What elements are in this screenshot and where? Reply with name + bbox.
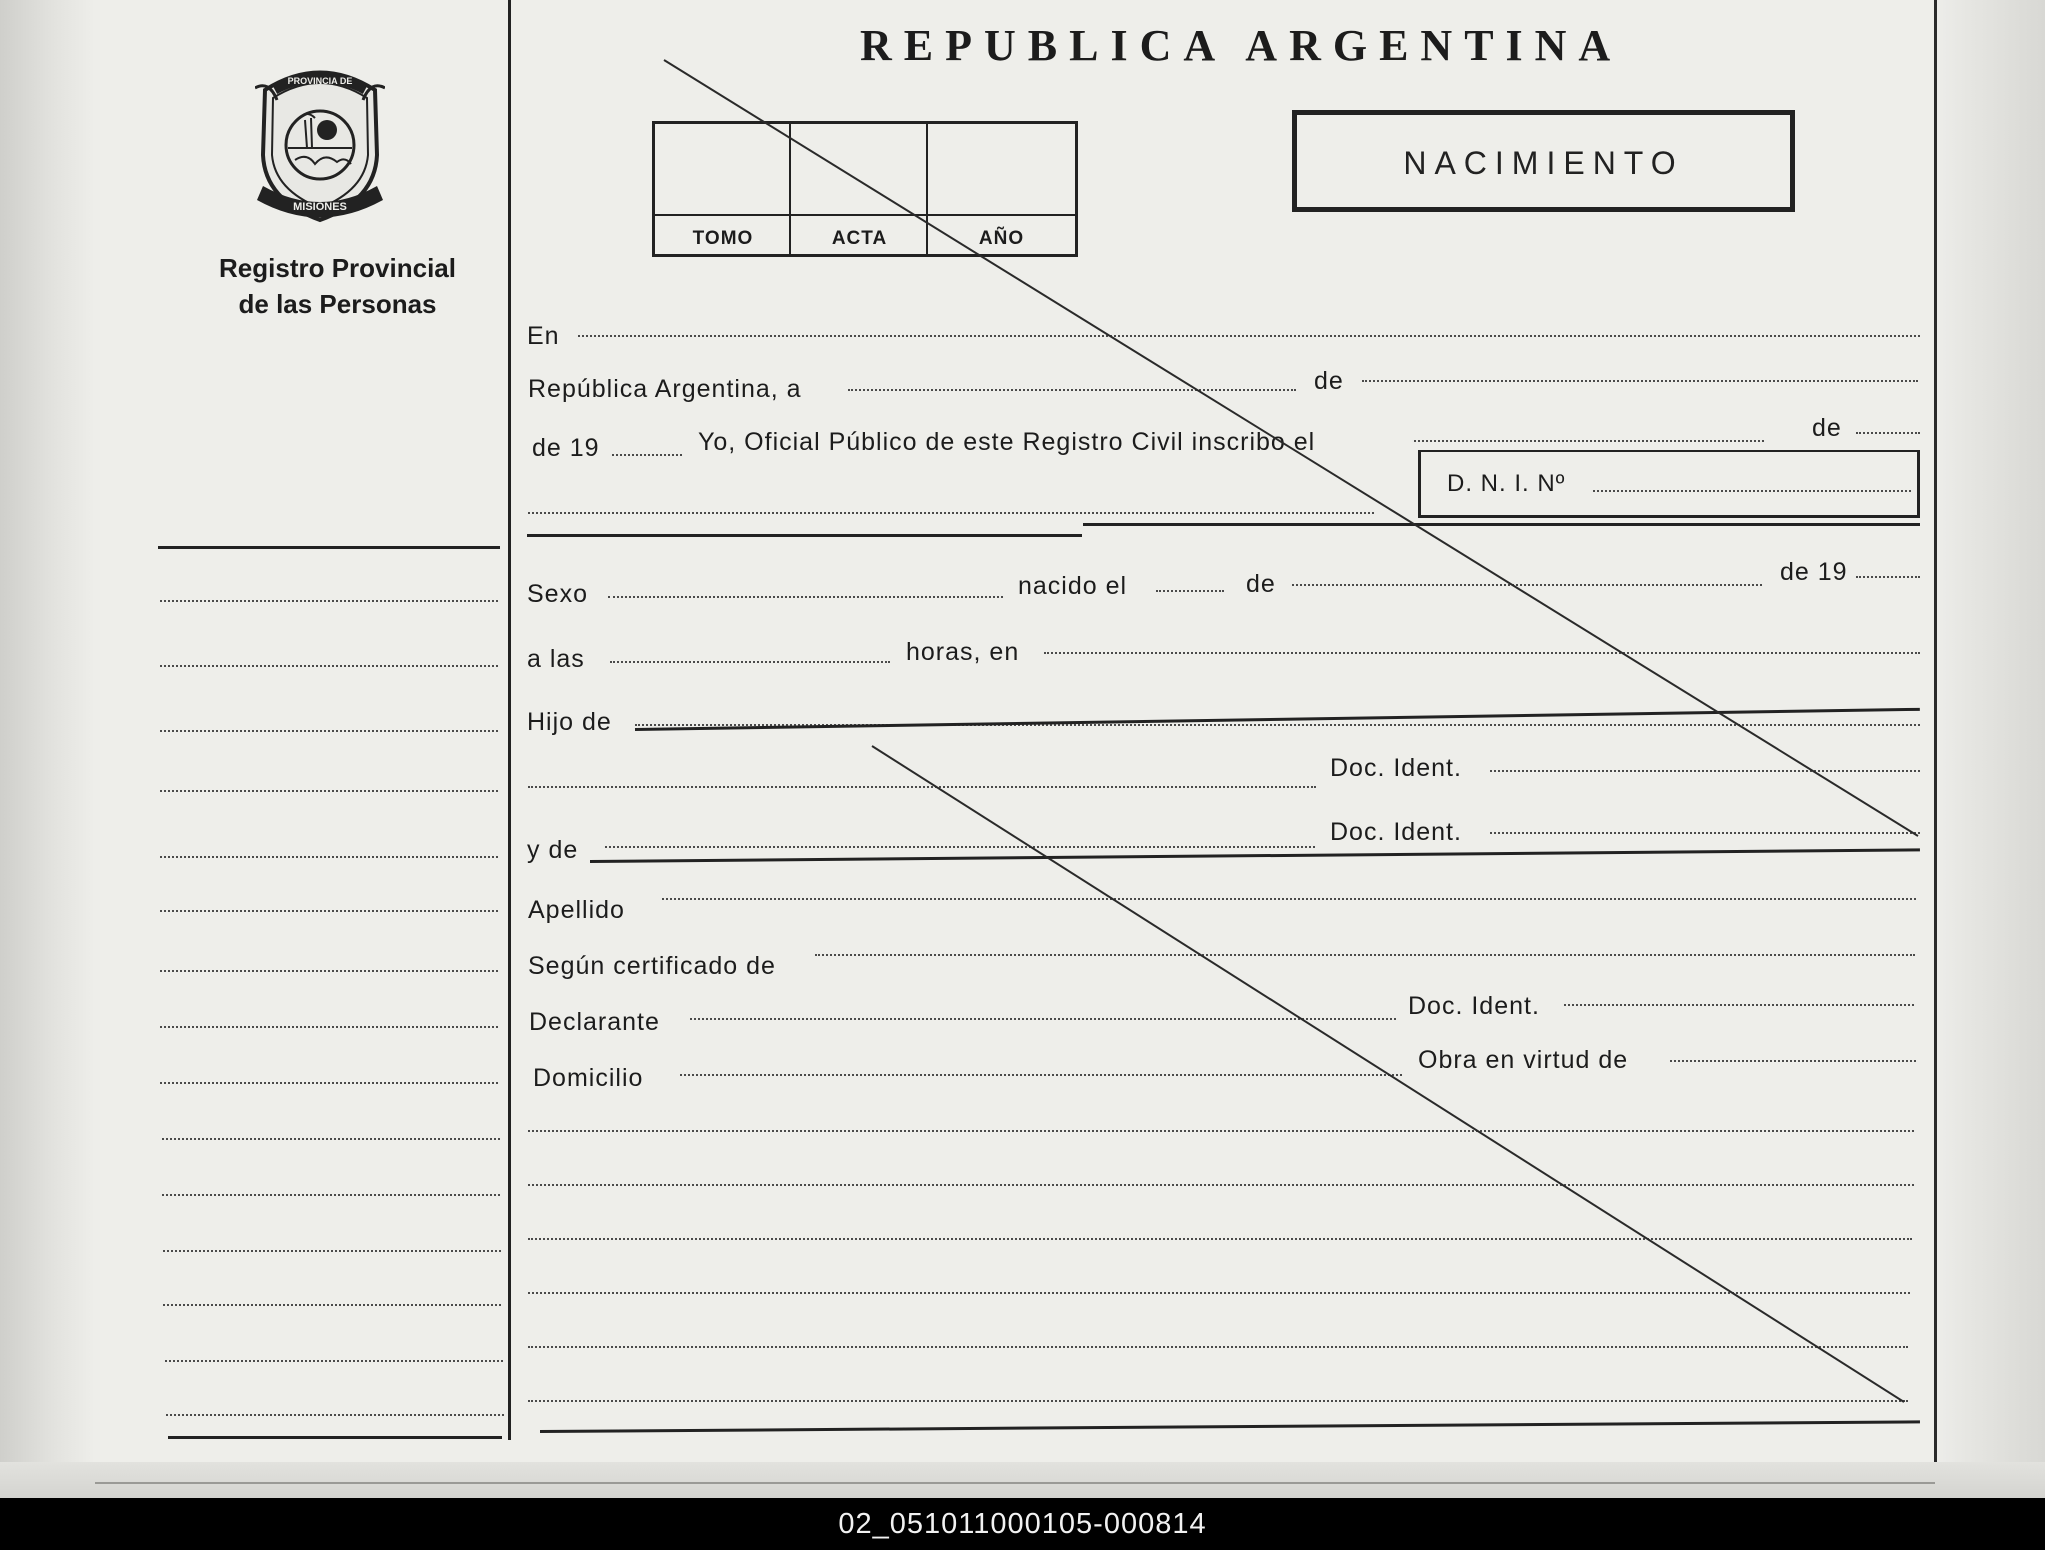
label-de-19: de 19 bbox=[532, 434, 600, 462]
label-apellido: Apellido bbox=[528, 896, 625, 924]
seal-text-bottom: MISIONES bbox=[293, 201, 347, 213]
label-republica: República Argentina, a bbox=[528, 375, 802, 403]
label-doc-ident-1: Doc. Ident. bbox=[1330, 754, 1462, 782]
page-title: REPUBLICA ARGENTINA bbox=[860, 21, 1623, 70]
label-de-19-birth: de 19 bbox=[1780, 558, 1848, 586]
label-dni: D. N. I. Nº bbox=[1447, 470, 1566, 497]
label-obra-en-virtud: Obra en virtud de bbox=[1418, 1046, 1629, 1074]
ref-caption-ano: AÑO bbox=[978, 228, 1025, 249]
label-de-2: de bbox=[1812, 414, 1842, 442]
label-segun-certificado: Según certificado de bbox=[528, 952, 776, 980]
label-nacido-el: nacido el bbox=[1018, 572, 1128, 600]
label-sexo: Sexo bbox=[527, 580, 588, 608]
label-declarante: Declarante bbox=[529, 1008, 660, 1036]
label-doc-ident-3: Doc. Ident. bbox=[1408, 992, 1540, 1020]
label-doc-ident-2: Doc. Ident. bbox=[1330, 818, 1462, 846]
ref-caption-tomo: TOMO bbox=[692, 228, 754, 249]
event-type-label: NACIMIENTO bbox=[1403, 145, 1684, 181]
label-hijo-de: Hijo de bbox=[527, 708, 612, 736]
label-de-3: de bbox=[1246, 570, 1276, 598]
label-a-las: a las bbox=[527, 645, 585, 673]
scan-id-footer: 02_051011000105-000814 bbox=[0, 1498, 2045, 1550]
label-y-de: y de bbox=[527, 836, 579, 864]
label-domicilio: Domicilio bbox=[533, 1064, 644, 1092]
cancel-stroke-upper bbox=[664, 60, 1918, 836]
cancel-stroke-lower bbox=[872, 746, 1904, 1402]
seal-text-top: PROVINCIA DE bbox=[287, 76, 353, 86]
ref-caption-acta: ACTA bbox=[831, 228, 888, 249]
label-yo-oficial: Yo, Oficial Público de este Registro Civil inscribo el bbox=[698, 428, 1316, 456]
label-en: En bbox=[527, 322, 560, 350]
label-horas-en: horas, en bbox=[906, 638, 1020, 666]
label-de-1: de bbox=[1314, 367, 1344, 395]
registry-name: Registro Provincial de las Personas bbox=[219, 253, 456, 319]
